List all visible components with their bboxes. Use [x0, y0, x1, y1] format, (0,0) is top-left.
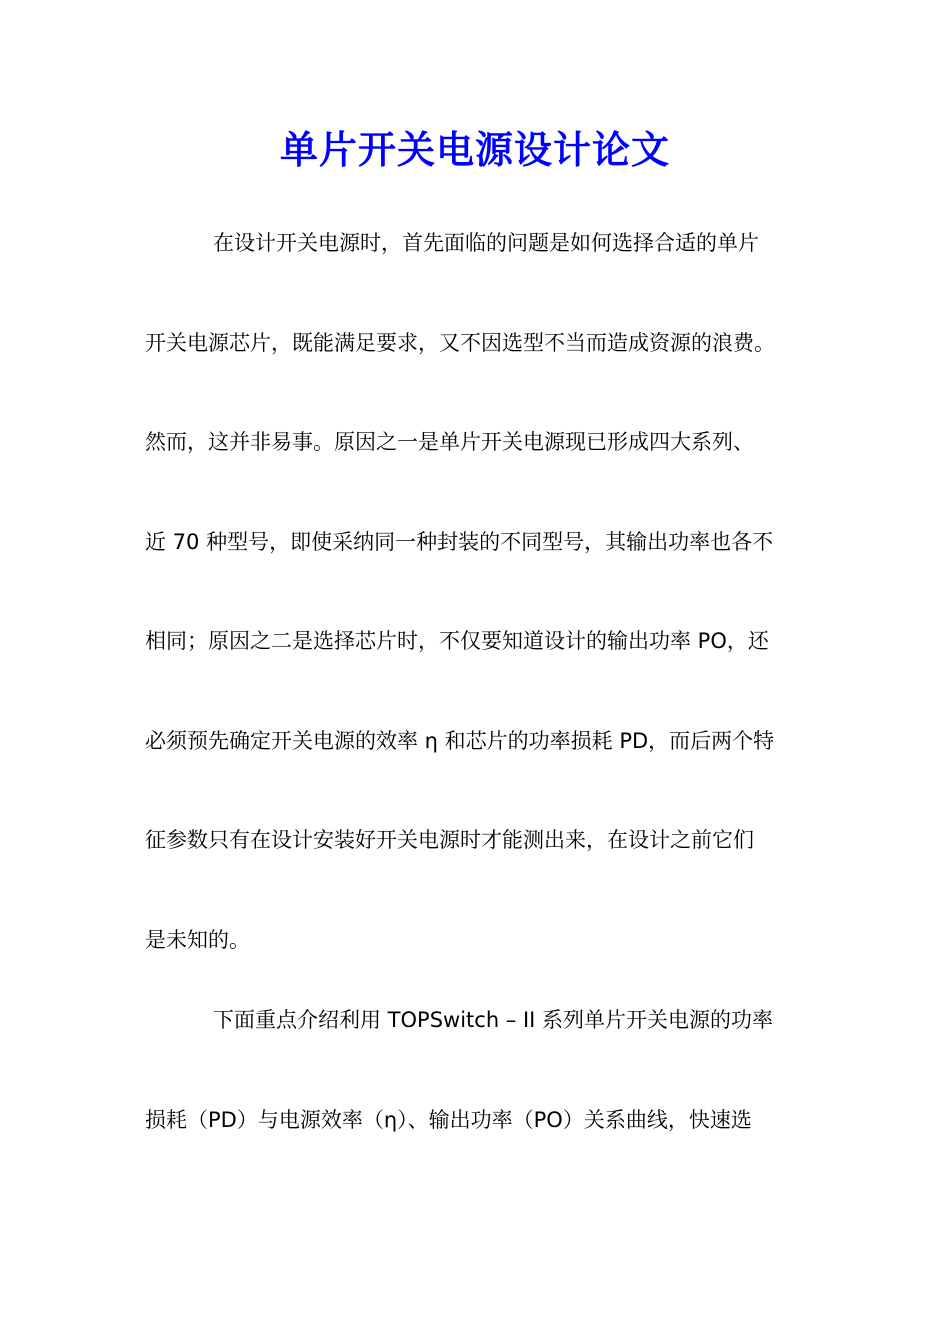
- paragraph-1-line-7: 征参数只有在设计安装好开关电源时才能测出来，在设计之前它们: [145, 828, 754, 852]
- paragraph-1-line-5: 相同；原因之二是选择芯片时，不仅要知道设计的输出功率 PO，还: [145, 629, 769, 653]
- paragraph-2-line-2: 损耗（PD）与电源效率（η）、输出功率（PO）关系曲线，快速选: [145, 1108, 752, 1132]
- paragraph-1-line-6: 必须预先确定开关电源的效率 η 和芯片的功率损耗 PD，而后两个特: [145, 729, 775, 753]
- paragraph-1-line-4: 近 70 种型号，即使采纳同一种封装的不同型号，其输出功率也各不: [145, 530, 774, 554]
- paragraph-1-line-3: 然而，这并非易事。原因之一是单片开关电源现已形成四大系列、: [145, 430, 754, 454]
- paragraph-1-line-8: 是未知的。: [145, 928, 250, 952]
- paragraph-2-line-1: 下面重点介绍利用 TOPSwitch – II 系列单片开关电源的功率: [213, 1008, 774, 1032]
- paragraph-1-line-1: 在设计开关电源时，首先面临的问题是如何选择合适的单片: [213, 231, 759, 255]
- paragraph-1-line-2: 开关电源芯片，既能满足要求，又不因选型不当而造成资源的浪费。: [145, 331, 775, 355]
- document-title: 单片开关电源设计论文: [279, 127, 670, 172]
